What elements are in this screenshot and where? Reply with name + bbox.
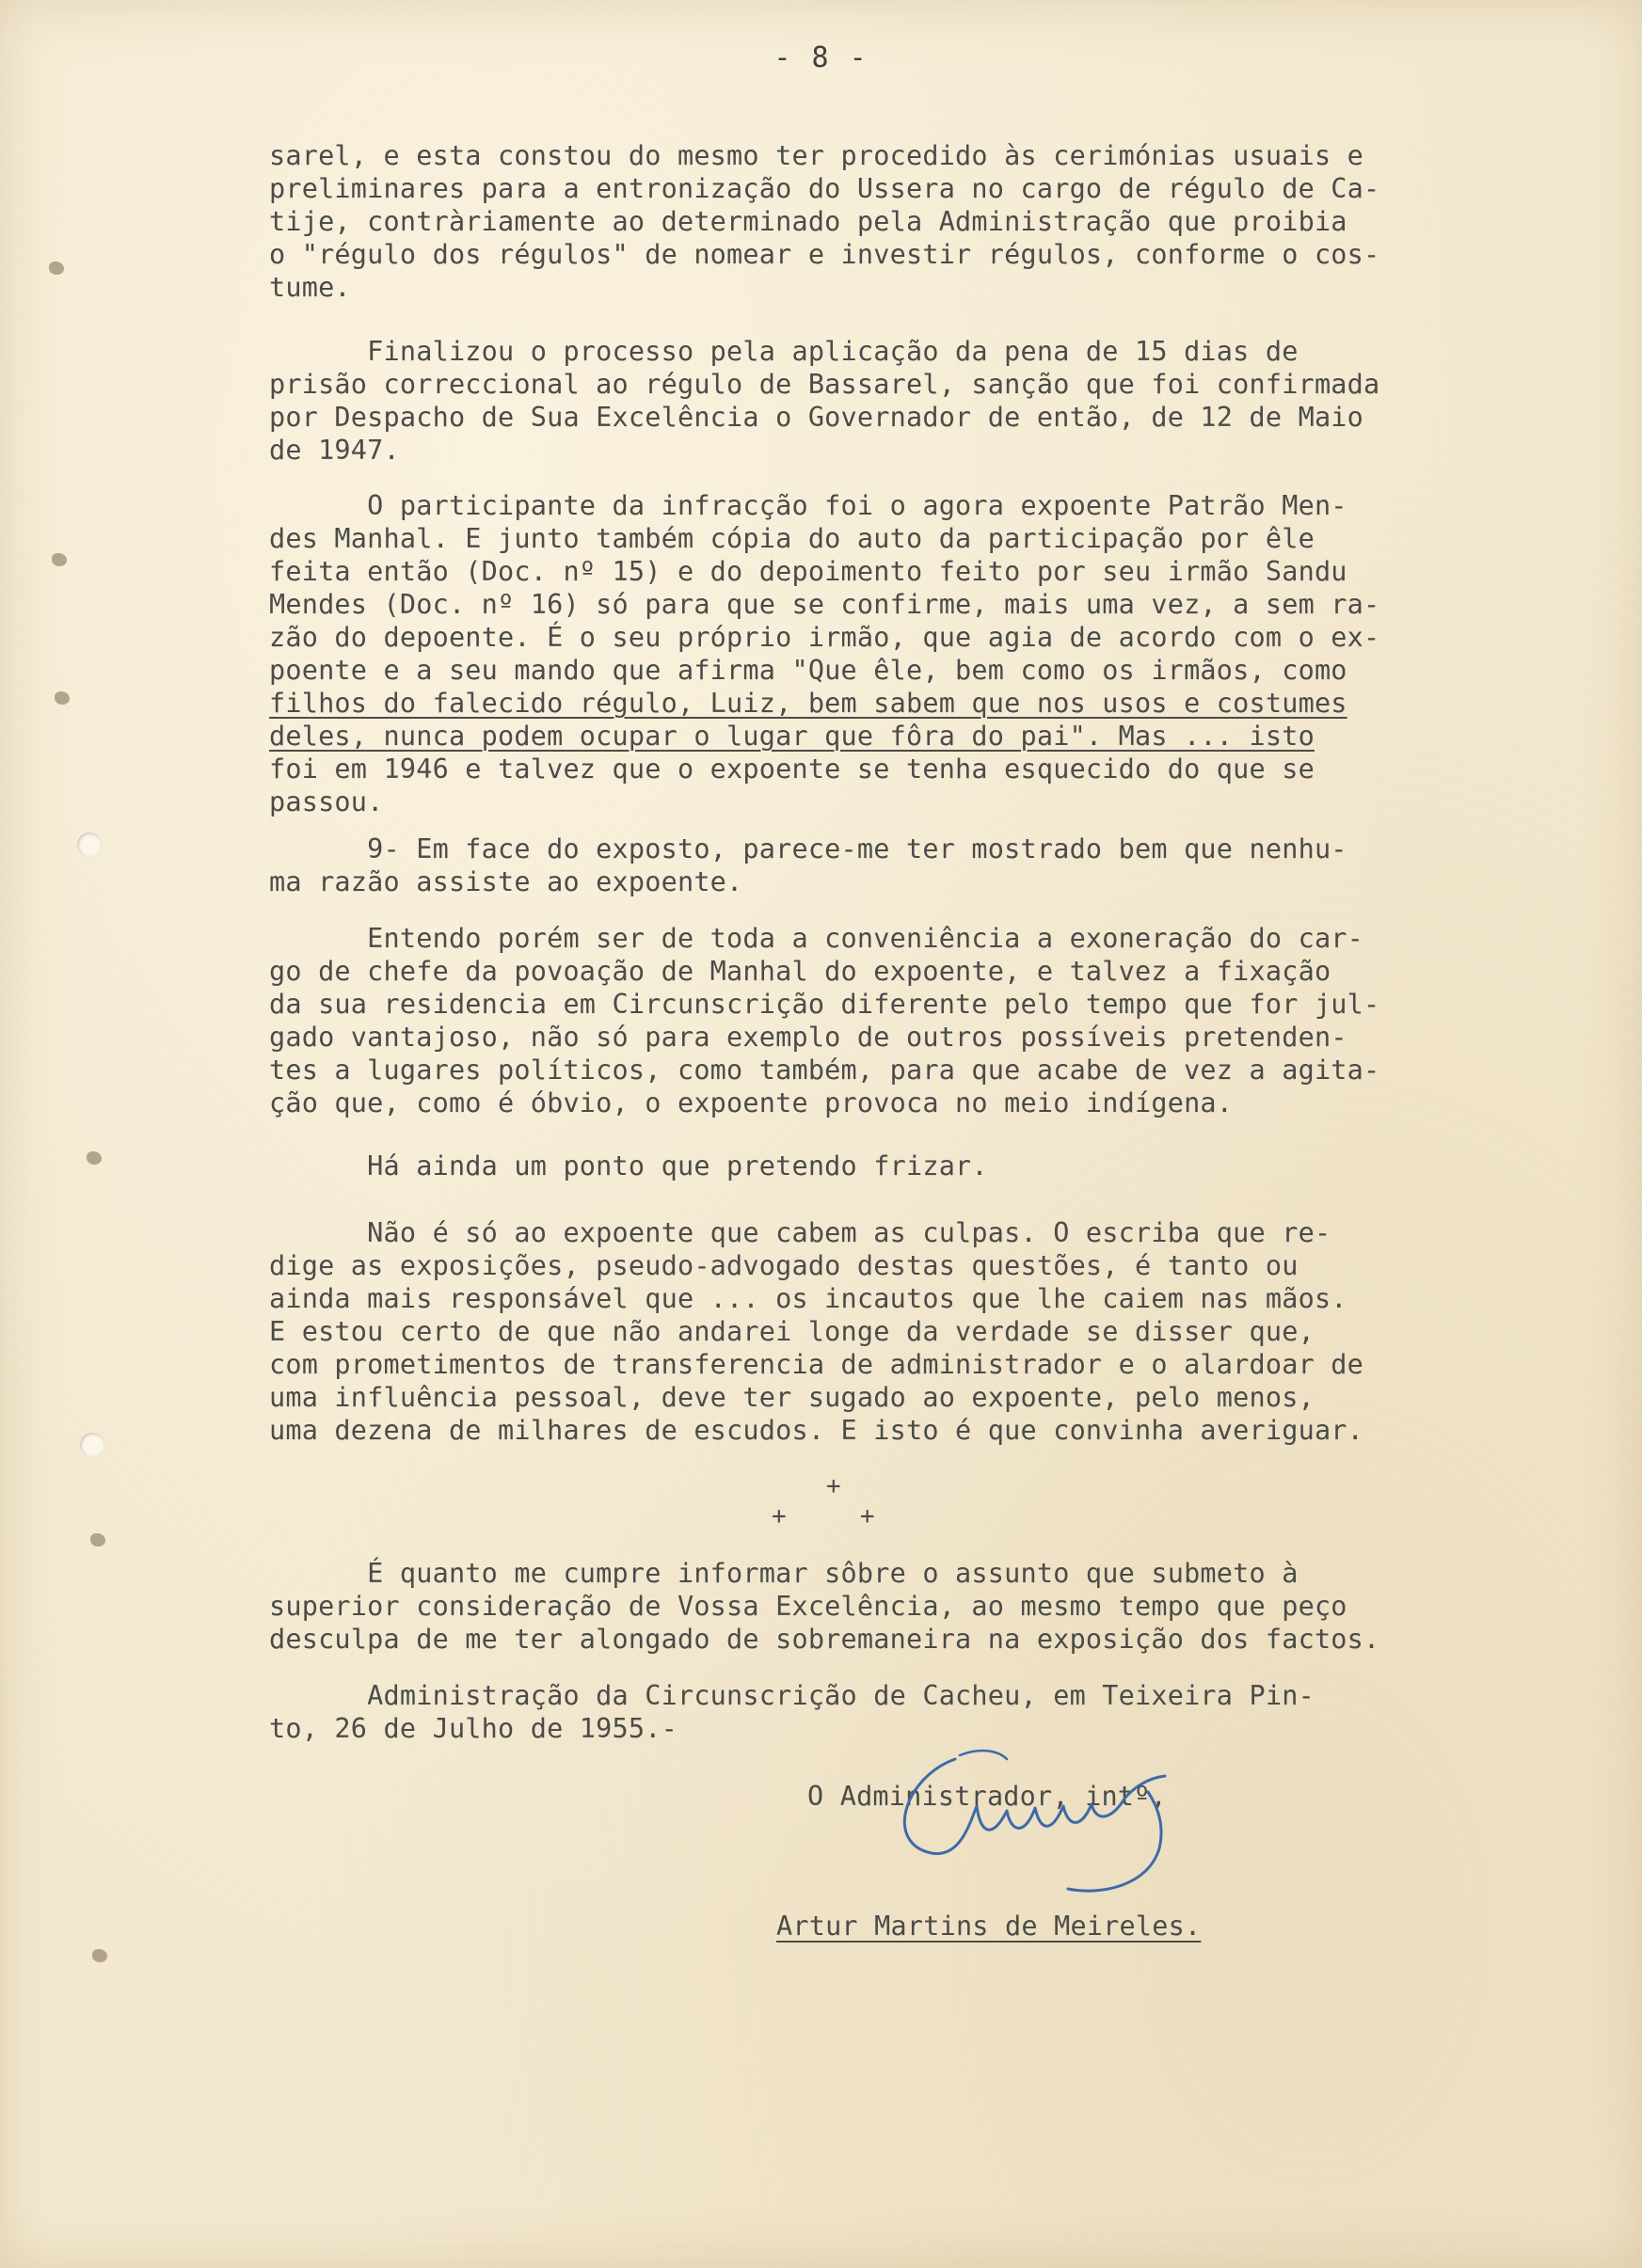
paragraph	[269, 335, 1549, 467]
text-line: o "régulo dos régulos" de nomear e investir régulos, conforme o cos-	[269, 239, 1380, 270]
text-line: to, 26 de Julho de 1955.-	[269, 1713, 678, 1744]
punch-hole-top	[77, 833, 102, 857]
text-line: ainda mais responsável que ... os incautos que lhe caiem nas mãos.	[269, 1283, 1347, 1314]
margin-mark	[55, 691, 70, 705]
handwritten-signature	[866, 1721, 1261, 1910]
text-line: gado vantajoso, não só para exemplo de outros possíveis pretenden-	[269, 1022, 1347, 1053]
paragraph	[269, 833, 1549, 898]
text-line: de 1947.	[269, 435, 400, 466]
text-line: tije, contràriamente ao determinado pela Administração que proibia	[269, 206, 1347, 237]
punch-hole-bottom	[80, 1433, 104, 1457]
paragraph	[269, 139, 1549, 304]
text-line: uma dezena de milhares de escudos. E isto é que convinha averiguar.	[269, 1415, 1364, 1446]
text-line: ma razão assiste ao expoente.	[269, 866, 743, 897]
text-line: des Manhal. E junto também cópia do auto da participação por êle	[269, 523, 1315, 554]
separator-bottom-crosses: + +	[772, 1502, 875, 1531]
text-line: da sua residencia em Circunscrição diferente pelo tempo que for jul-	[269, 989, 1380, 1020]
margin-mark	[92, 1949, 107, 1962]
text-line: desculpa de me ter alongado de sobremaneira na exposição dos factos.	[269, 1624, 1380, 1655]
text-line: Finalizou o processo pela aplicação da pena de 15 dias de	[269, 336, 1299, 367]
text-line: Mendes (Doc. nº 16) só para que se confirme, mais uma vez, a sem ra-	[269, 589, 1380, 620]
text-line: feita então (Doc. nº 15) e do depoimento feito por seu irmão Sandu	[269, 556, 1347, 587]
text-line: deles, nunca podem ocupar o lugar que fôra do pai". Mas ... isto	[269, 721, 1315, 752]
text-line: tume.	[269, 272, 351, 303]
closing-title: O Administrador, intº,	[807, 1781, 1167, 1812]
text-line: prisão correccional ao régulo de Bassarel, sanção que foi confirmada	[269, 369, 1380, 400]
paragraph	[269, 922, 1549, 1119]
text-line: O participante da infracção foi o agora expoente Patrão Men-	[269, 490, 1347, 521]
paragraph	[269, 489, 1549, 818]
text-line: uma influência pessoal, deve ter sugado ao expoente, pelo menos,	[269, 1382, 1315, 1413]
paragraph	[269, 1557, 1549, 1656]
text-line: superior consideração de Vossa Excelência, ao mesmo tempo que peço	[269, 1591, 1347, 1622]
text-line: passou.	[269, 786, 384, 817]
text-line: tes a lugares políticos, como também, para que acabe de vez a agita-	[269, 1055, 1380, 1086]
text-line: foi em 1946 e talvez que o expoente se tenha esquecido do que se	[269, 753, 1315, 785]
text-line: com prometimentos de transferencia de administrador e o alardoar de	[269, 1349, 1364, 1380]
page-number: - 8 -	[773, 41, 869, 74]
text-line: 9- Em face do exposto, parece-me ter mostrado bem que nenhu-	[269, 833, 1347, 864]
text-line: poente e a seu mando que afirma "Que êle, bem como os irmãos, como	[269, 655, 1347, 686]
margin-mark	[87, 1151, 102, 1165]
signatory-name: Artur Martins de Meireles.	[776, 1911, 1202, 1942]
text-line: sarel, e esta constou do mesmo ter procedido às cerimónias usuais e	[269, 140, 1364, 171]
text-line: zão do depoente. É o seu próprio irmão, que agia de acordo com o ex-	[269, 622, 1380, 653]
margin-mark	[90, 1533, 105, 1546]
text-line: filhos do falecido régulo, Luiz, bem sabem que nos usos e costumes	[269, 688, 1347, 719]
text-line: É quanto me cumpre informar sôbre o assunto que submeto à	[269, 1558, 1299, 1589]
text-line: ção que, como é óbvio, o expoente provoca no meio indígena.	[269, 1087, 1234, 1118]
text-line: E estou certo de que não andarei longe da verdade se disser que,	[269, 1316, 1315, 1347]
text-line: por Despacho de Sua Excelência o Governador de então, de 12 de Maio	[269, 402, 1364, 433]
paragraph	[269, 1216, 1549, 1447]
text-line: preliminares para a entronização do Ussera no cargo de régulo de Ca-	[269, 173, 1380, 204]
text-line: dige as exposições, pseudo-advogado destas questões, é tanto ou	[269, 1250, 1299, 1281]
text-line: Não é só ao expoente que cabem as culpas. O escriba que re-	[269, 1217, 1331, 1248]
paragraph	[269, 1150, 1549, 1182]
separator-top-cross: +	[826, 1472, 841, 1500]
text-line: Entendo porém ser de toda a conveniência a exoneração do car-	[269, 923, 1364, 954]
text-line: go de chefe da povoação de Manhal do expoente, e talvez a fixação	[269, 956, 1331, 987]
margin-mark	[52, 553, 67, 566]
text-line: Há ainda um ponto que pretendo frizar.	[269, 1150, 988, 1182]
text-line: Administração da Circunscrição de Cacheu, em Teixeira Pin-	[269, 1680, 1315, 1711]
margin-mark	[49, 262, 64, 275]
